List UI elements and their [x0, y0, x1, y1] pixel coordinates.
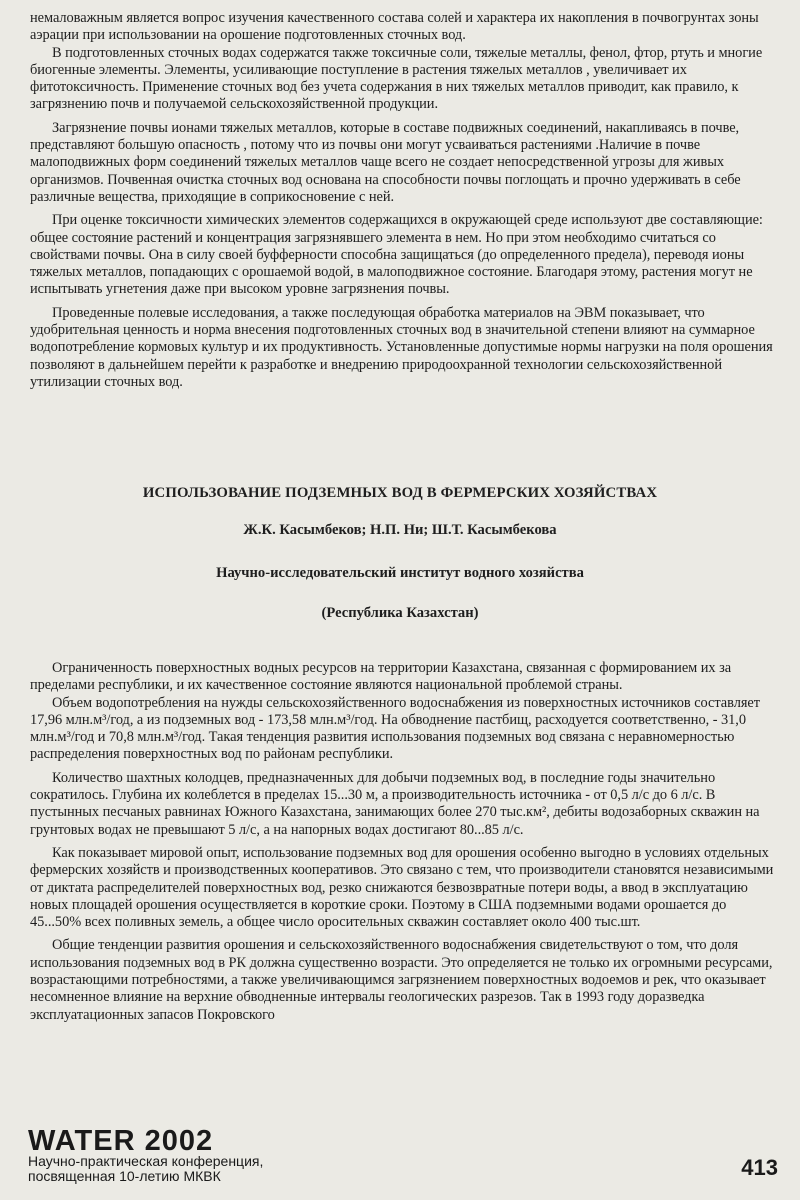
- previous-article-text: [30, 10, 775, 391]
- paragraph: Общие тенденции развития орошения и сельскохозяйственного водоснабжения свидетельствуют о том, что доля использования подземных вод в РК должна существенно возрасти. Это определяется не только их огромными ресурсами, возрастающими потребностями, а также увеличивающимся загрязнением поверхностных водоемов и рек, что оказывает несомненное влияние на верхние обводненные интервалы геологических разрезов. Так в 1993 году доразведка эксплуатационных запасов Покровского: [30, 937, 773, 1023]
- conference-logo: WATER 2002: [28, 1125, 214, 1157]
- article-authors: Ж.К. Касымбеков; Н.П. Ни; Ш.Т. Касымбекова: [243, 522, 557, 538]
- article-institute: Научно-исследовательский институт водного хозяйства: [216, 565, 584, 581]
- article-country: (Республика Казахстан): [321, 605, 479, 621]
- paragraph: В подготовленных сточных водах содержатся также токсичные соли, тяжелые металлы, фенол, фтор, ртуть и многие биогенные элементы. Элементы, усиливающие поступление в растения тяжелых металлов , увеличивает их фитотоксичность. Применение сточных вод без учета содержания в них тяжелых металлов приводит, как правило, к загрязнению почв и получаемой сельскохозяйственной продукции.: [30, 44, 763, 113]
- paragraph: Как показывает мировой опыт, использование подземных вод для орошения особенно выгодно в условиях отдельных фермерских хозяйств и производственных кооперативов. Это связано с тем, что производители становятся независимыми от диктата распределителей поверхностных вод, резко снижаются безвозвратные потери воды, а ввод в эксплуатацию новых площадей орошения осуществляется в короткие сроки. Поэтому в США подземными водами орошается до 45...50% всех поливных земель, а общее число оросительных скважин составляет около 400 тыс.шт.: [30, 844, 774, 931]
- paragraph: Объем водопотребления на нужды сельскохозяйственного водоснабжения из поверхностных источников составляет 17,96 млн.м³/год, а из подземных вод - 173,58 млн.м³/год. На обводнение пастбищ, расходуется соответственно, - 31,0 млн.м³/год и 70,8 млн.м³/год. Такая тенденция развития использования подземных вод связана с неравномерностью распределения поверхностных вод по районам республики.: [30, 694, 760, 763]
- paragraph: Количество шахтных колодцев, предназначенных для добычи подземных вод, в последние годы значительно сократилось. Глубина их колеблется в пределах 15...30 м, а производительность источника - от 0,5 л/с до 6 л/с. В пустынных песчаных равнинах Южного Казахстана, занимающих более 270 тыс.км², дебиты водозаборных скважин на грунтовых водах не превышают 5 л/с, а на напорных водах достигают 80...85 л/с.: [30, 769, 760, 838]
- paragraph: Проведенные полевые исследования, а также последующая обработка материалов на ЭВМ показывает, что удобрительная ценность и норма внесения подготовленных сточных вод в значительной степени влияют на суммарное водопотребление кормовых культур и их продуктивность. Установленные допустимые нормы нагрузки на поля орошения позволяют в дальнейшем перейти к разработке и внедрению природоохранной технологии сельскохозяйственной утилизации сточных вод.: [30, 304, 773, 390]
- paragraph: Ограниченность поверхностных водных ресурсов на территории Казахстана, связанная с формированием их за пределами республики, и их качественное состояние являются национальной проблемой страны.: [30, 660, 732, 694]
- article-title: ИСПОЛЬЗОВАНИЕ ПОДЗЕМНЫХ ВОД В ФЕРМЕРСКИХ ХОЗЯЙСТВАХ: [142, 485, 658, 501]
- paragraph: Загрязнение почвы ионами тяжелых металлов, которые в составе подвижных соединений, накапливаясь в почве, представляют большую опасность , потому что из почвы они могут усваиваться растениями .Наличие в почве малоподвижных форм соединений тяжелых металлов чаще всего не создает непосредственной угрозы для живых организмов. Почвенная очистка сточных вод основана на способности почвы поглощать и прочно удерживать в себе различные вещества, приходящие в соприкосновение с ней.: [30, 119, 741, 205]
- page-number: 413: [741, 1155, 778, 1180]
- conference-subtitle-line: посвященная 10-летию МКВК: [28, 1168, 221, 1184]
- conference-subtitle-line: Научно-практическая конференция,: [28, 1153, 264, 1169]
- conference-subtitle: [28, 1154, 263, 1184]
- article-body: [30, 660, 775, 1024]
- paragraph: При оценке токсичности химических элементов содержащихся в окружающей среде используют две составляющие: общее состояние растений и концентрация загрязнявшего элемента в нем. Но при этом необходимо считаться со свойствами почвы. Она в силу своей буфферности способна защищаться (до определенного предела), переводя ионы тяжелых металлов, попадающих с орошаемой водой, в малоподвижное состояние. Благодаря этому, растения могут не испытывать угнетения даже при высоком уровне загрязнения почвы.: [30, 212, 763, 298]
- paragraph: немаловажным является вопрос изучения качественного состава солей и характера их накопления в почвогрунтах зоны аэрации при использовании на орошение подготовленных сточных вод.: [30, 10, 759, 44]
